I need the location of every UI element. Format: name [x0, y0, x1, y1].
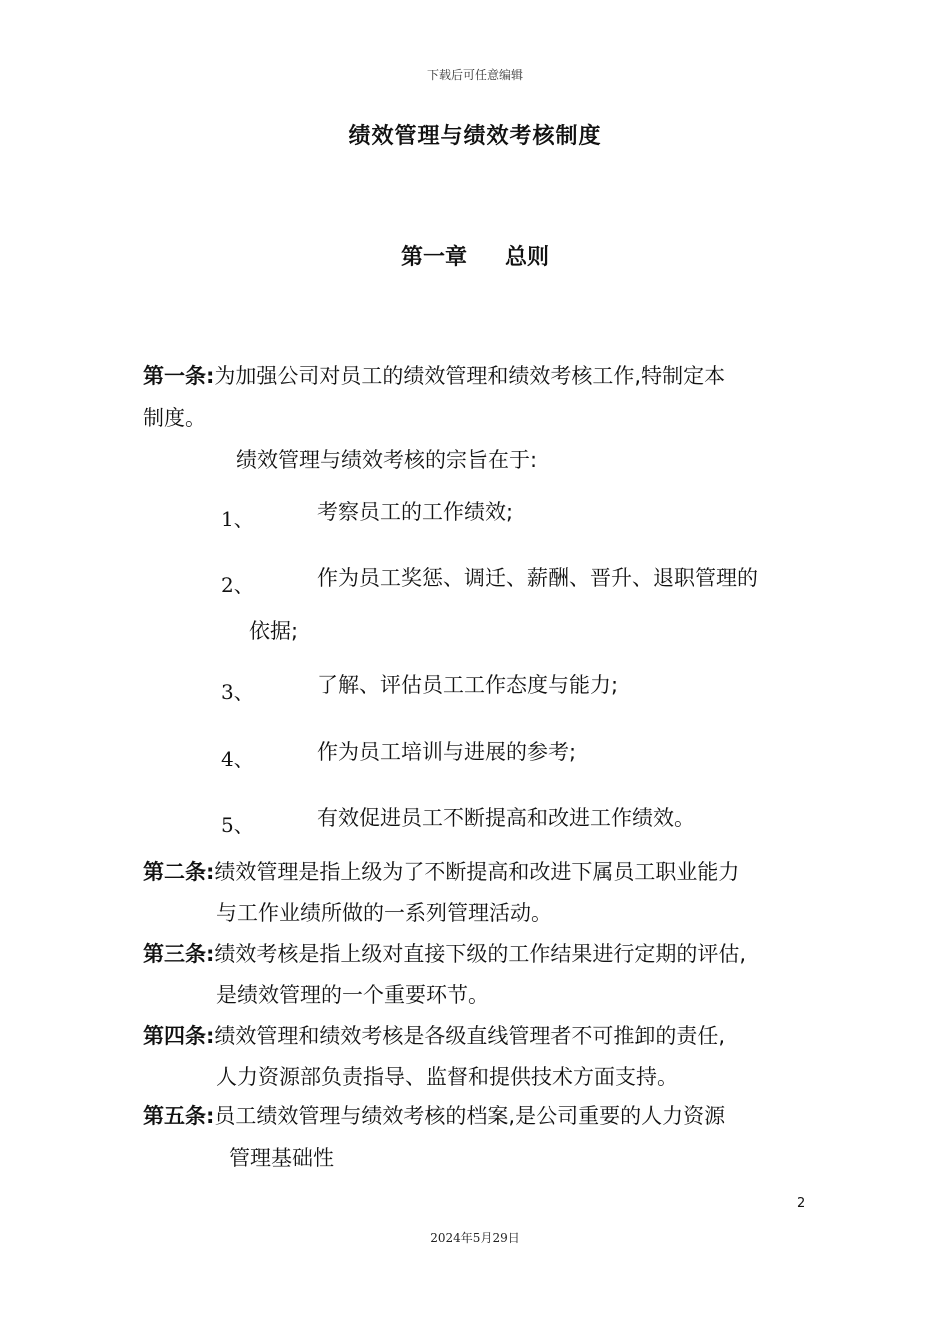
article-3-text: 绩效考核是指上级对直接下级的工作结果进行定期的评估,: [214, 942, 747, 966]
article-5-text: 员工绩效管理与绩效考核的档案,是公司重要的人力资源: [214, 1104, 726, 1128]
footer-date: 2024年5月29日: [430, 1231, 520, 1245]
list-item-4-text: 作为员工培训与进展的参考;: [317, 740, 577, 764]
article-4-line-2: 人力资源部负责指导、监督和提供技术方面支持。: [216, 1065, 678, 1089]
article-1-text: 为加强公司对员工的绩效管理和绩效考核工作,特制定本: [214, 364, 726, 388]
article-2-line-1: [143, 862, 739, 883]
article-5-line-1: [143, 1106, 725, 1127]
article-3-line-2: 是绩效管理的一个重要环节。: [216, 983, 489, 1007]
article-4-label: 第四条:: [143, 1024, 215, 1048]
article-1-purpose: 绩效管理与绩效考核的宗旨在于:: [236, 448, 538, 472]
article-2-line-2: 与工作业绩所做的一系列管理活动。: [216, 901, 552, 925]
chapter-number: 第一章: [400, 245, 467, 270]
article-3-line-1: [143, 944, 746, 965]
article-2-label: 第二条:: [143, 860, 215, 884]
article-1-line-2: 制度。: [143, 406, 206, 430]
list-item-4-number: 4、: [221, 747, 254, 771]
list-item-3-text: 了解、评估员工工作态度与能力;: [317, 673, 619, 697]
article-3-label: 第三条:: [143, 942, 215, 966]
header-note: 下载后可任意编辑: [426, 68, 523, 82]
chapter-heading: [0, 240, 950, 271]
list-item-5-text: 有效促进员工不断提高和改进工作绩效。: [317, 806, 695, 830]
list-item-1-text: 考察员工的工作绩效;: [317, 500, 514, 524]
article-5-label: 第五条:: [143, 1104, 215, 1128]
document-title: 绩效管理与绩效考核制度: [348, 124, 602, 149]
list-item-3-number: 3、: [221, 680, 254, 704]
article-1-line-1: [143, 366, 725, 387]
article-4-line-1: [143, 1026, 725, 1047]
article-2-text: 绩效管理是指上级为了不断提高和改进下属员工职业能力: [214, 860, 740, 884]
list-item-1-number: 1、: [221, 507, 254, 531]
list-item-5-number: 5、: [221, 813, 254, 837]
chapter-name: 总则: [505, 245, 550, 270]
article-5-line-2: 管理基础性: [229, 1146, 334, 1170]
list-item-2-text: 作为员工奖惩、调迁、薪酬、晋升、退职管理的: [317, 566, 758, 590]
article-4-text: 绩效管理和绩效考核是各级直线管理者不可推卸的责任,: [214, 1024, 726, 1048]
article-1-label: 第一条:: [143, 364, 215, 388]
list-item-2-number: 2、: [221, 573, 254, 597]
page-number: 2: [797, 1196, 806, 1211]
list-item-2-continuation: 依据;: [249, 619, 299, 643]
